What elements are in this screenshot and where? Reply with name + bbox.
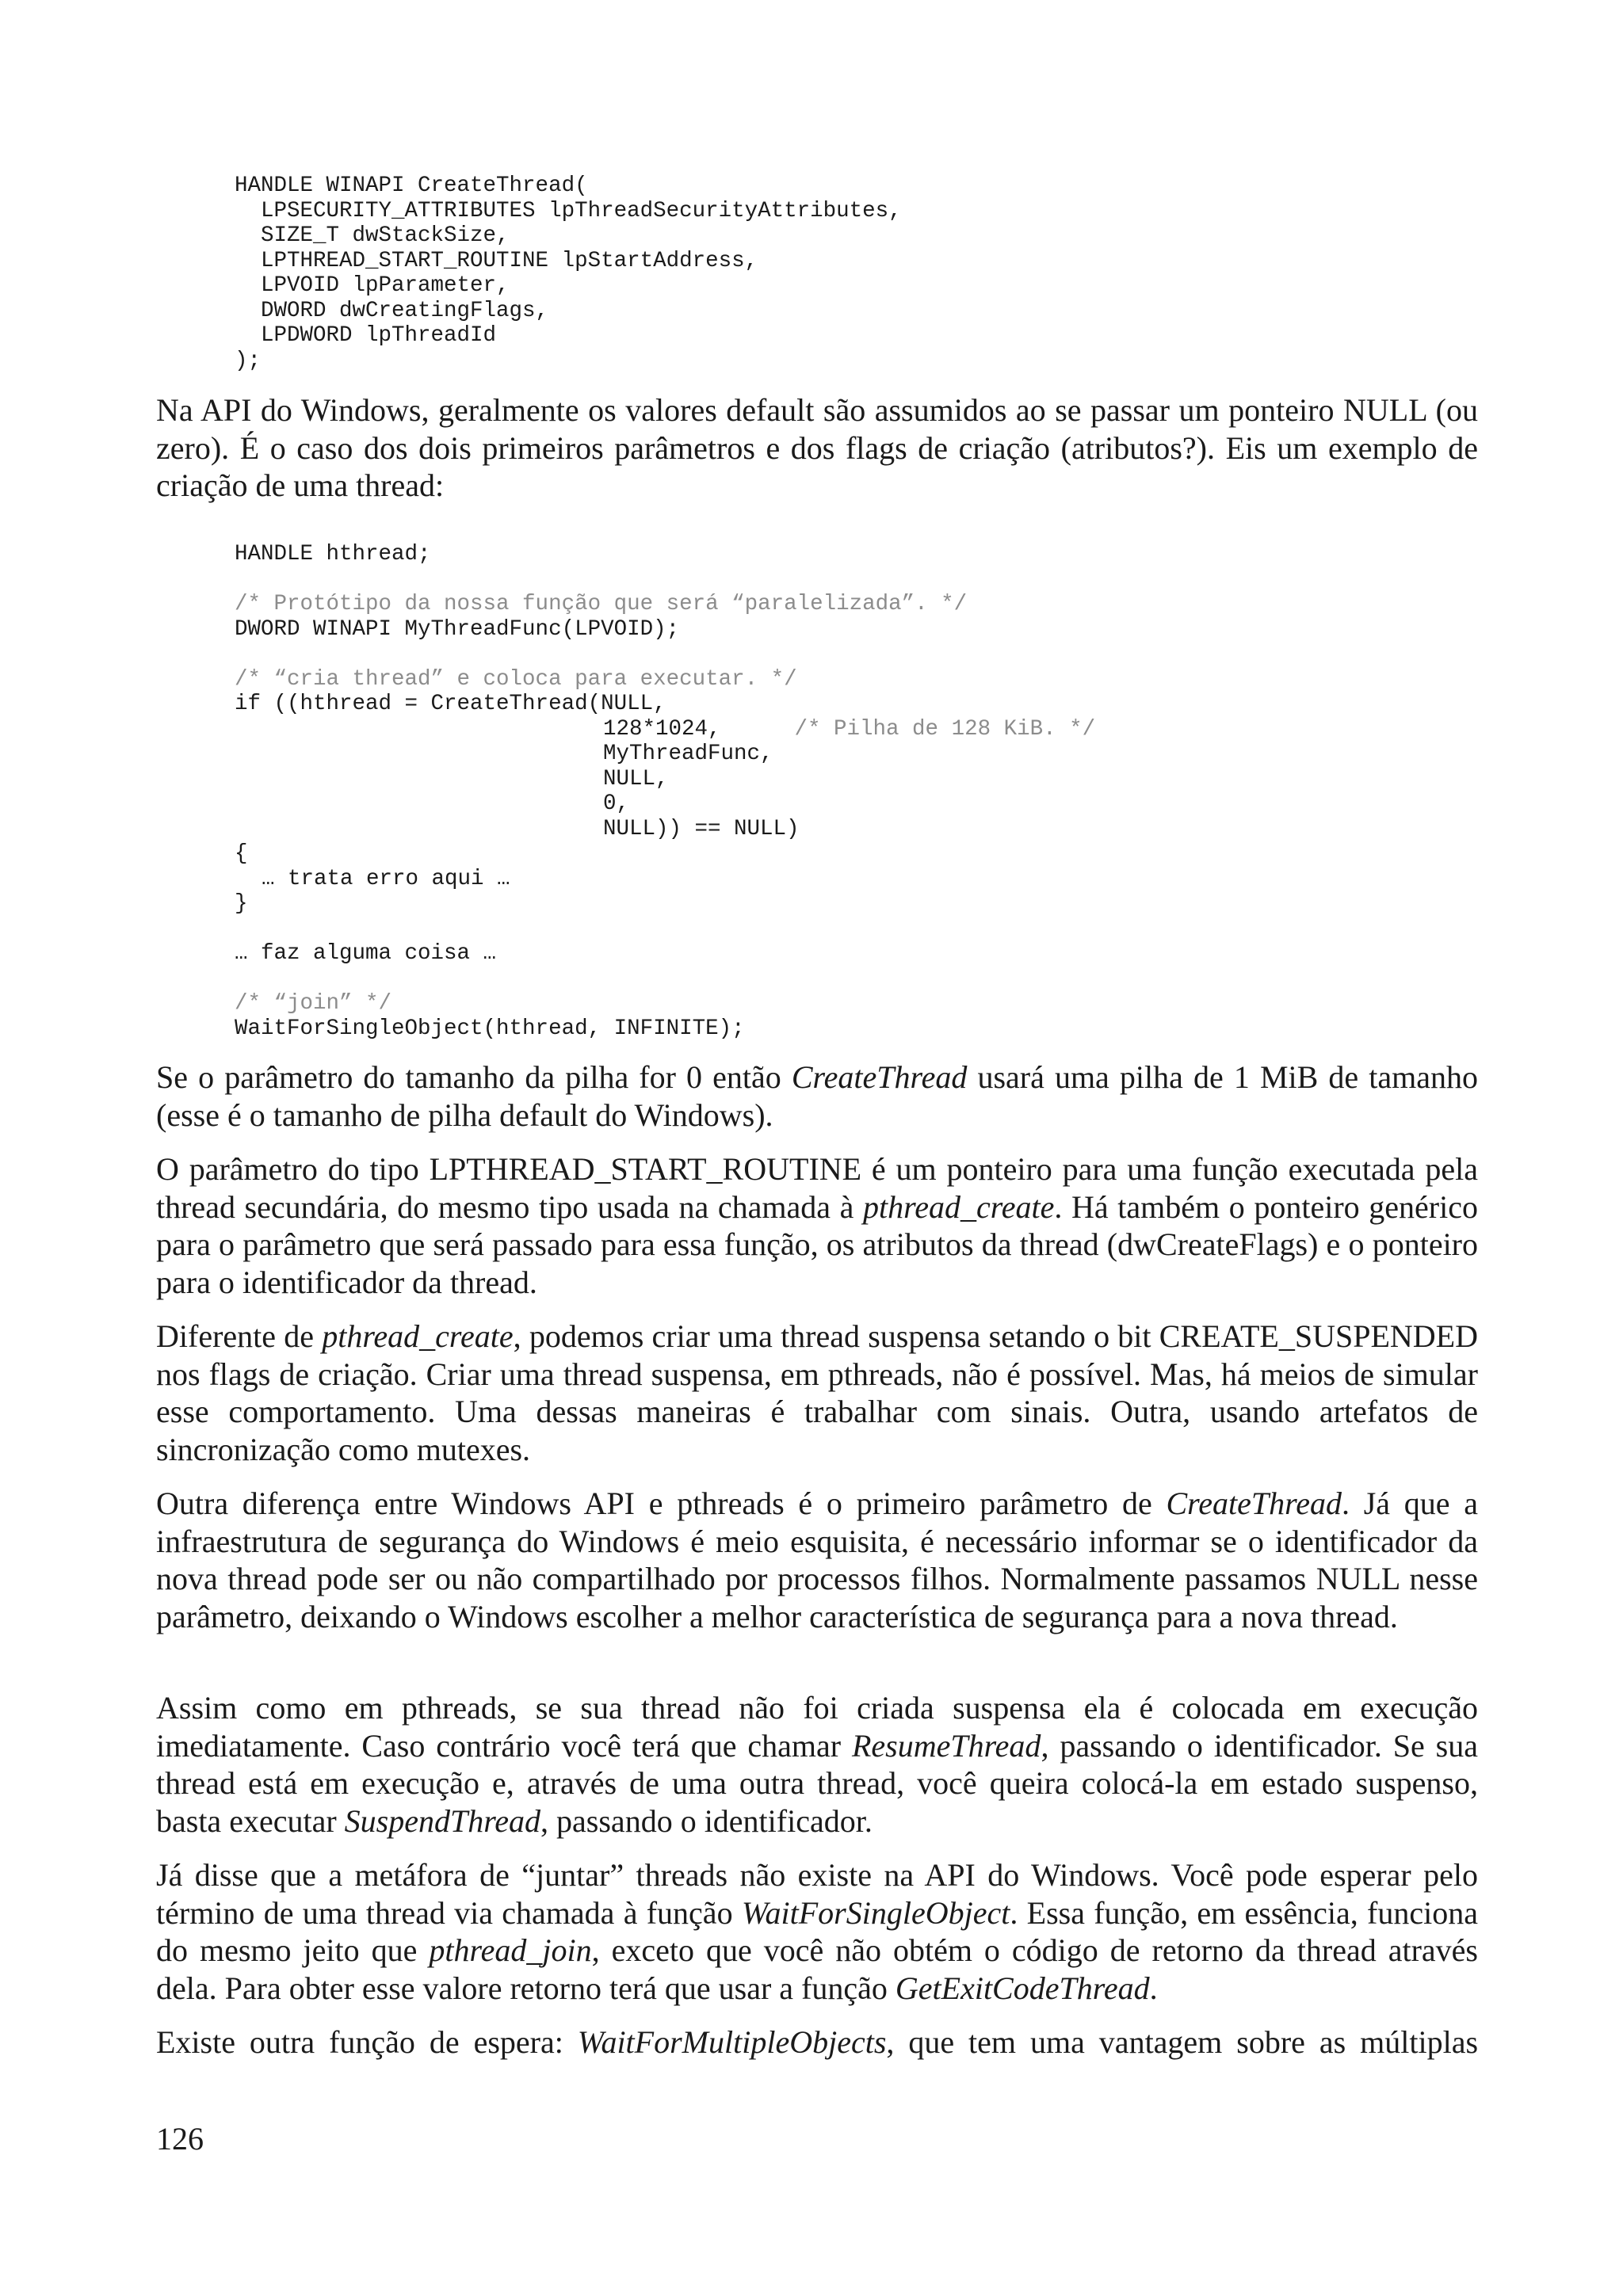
page-number: 126 xyxy=(156,2121,204,2157)
code-line: SIZE_T dwStackSize, xyxy=(235,223,510,248)
code-line: NULL, xyxy=(603,766,669,791)
paragraph-default-values: Na API do Windows, geralmente os valores default são assumidos ao se passar um ponteiro NULL (ou zero). É o caso dos dois primeiros parâmetros e dos flags de criação (atributos?). Eis um exemplo de criação de uma thread: xyxy=(156,392,1478,503)
code-line: } xyxy=(235,891,248,916)
code-line: WaitForSingleObject(hthread, INFINITE); xyxy=(235,1016,745,1041)
paragraph-wait-multiple-objects: Existe outra função de espera: WaitForMultipleObjects, que tem uma vantagem sobre as múltiplas xyxy=(156,2024,1479,2060)
code-line: HANDLE WINAPI CreateThread( xyxy=(235,174,588,198)
code-line: NULL)) == NULL) xyxy=(603,816,800,841)
code-line: LPDWORD lpThreadId xyxy=(235,323,497,348)
code-line: if ((hthread = CreateThread(NULL, xyxy=(235,692,666,716)
code-line: … trata erro aqui … xyxy=(262,866,510,891)
code-line: 128*1024, xyxy=(603,716,721,742)
paragraph-start-routine: O parâmetro do tipo LPTHREAD_START_ROUTINE é um ponteiro para uma função executada pela thread secundária, do mesmo tipo usada na chamada à pthread_create. Há também o ponteiro genérico para o parâmetro que será passado para essa função, os atributos da thread (dwCreateFlags) e o ponteiro para o identificador da thread. xyxy=(156,1151,1478,1300)
code-line: LPTHREAD_START_ROUTINE lpStartAddress, xyxy=(235,248,758,273)
code-comment: /* Pilha de 128 KiB. */ xyxy=(794,716,1096,742)
paragraph-security-attributes: Outra diferença entre Windows API e pthreads é o primeiro parâmetro de CreateThread. Já que a infraestrutura de segurança do Windows é meio esquisita, é necessário informar se o identificador da nova thread pode ser ou não compartilhado por processos filhos. Normalmente passamos NULL nesse parâmetro, deixando o Windows escolher a melhor característica de segurança para a nova thread. xyxy=(156,1486,1479,1634)
code-line: LPSECURITY_ATTRIBUTES lpThreadSecurityAttributes, xyxy=(235,198,902,223)
code-comment: /* “join” */ xyxy=(235,991,392,1016)
code-line: { xyxy=(235,841,248,866)
paragraph-resume-suspend: Assim como em pthreads, se sua thread não foi criada suspensa ela é colocada em execução imediatamente. Caso contrário você terá que chamar ResumeThread, passando o identificador. Se sua thread está em execução e, através de uma outra thread, você queira colocá-la em estado suspenso, basta executar SuspendThread, passando o identificador. xyxy=(156,1690,1478,1839)
code-line: LPVOID lpParameter, xyxy=(235,273,510,298)
code-line: HANDLE hthread; xyxy=(235,542,431,566)
code-block-createthread-signature xyxy=(235,174,902,373)
paragraph-wait-single-object: Já disse que a metáfora de “juntar” threads não existe na API do Windows. Você pode esperar pelo término de uma thread via chamada à função WaitForSingleObject. Essa função, em essência, funciona do mesmo jeito que pthread_join, exceto que você não obtém o código de retorno da thread através dela. Para obter esse valore retorno terá que usar a função GetExitCodeThread. xyxy=(156,1857,1478,2006)
code-block-thread-example xyxy=(235,542,1095,1041)
code-comment: /* “cria thread” e coloca para executar. */ xyxy=(235,666,797,692)
code-line: MyThreadFunc, xyxy=(603,742,773,766)
code-line: 0, xyxy=(603,791,630,816)
code-line: DWORD WINAPI MyThreadFunc(LPVOID); xyxy=(235,616,680,642)
code-line: DWORD dwCreatingFlags, xyxy=(235,298,549,323)
code-comment: /* Protótipo da nossa função que será “paralelizada”. */ xyxy=(235,592,968,616)
code-line: ); xyxy=(235,348,262,373)
paragraph-stack-size: Se o parâmetro do tamanho da pilha for 0 então CreateThread usará uma pilha de 1 MiB de tamanho (esse é o tamanho de pilha default do Windows). xyxy=(156,1059,1478,1133)
paragraph-create-suspended: Diferente de pthread_create, podemos criar uma thread suspensa setando o bit CREATE_SUSPENDED nos flags de criação. Criar uma thread suspensa, em pthreads, não é possível. Mas, há meios de simular esse comportamento. Uma dessas maneiras é trabalhar com sinais. Outra, usando artefatos de sincronização como mutexes. xyxy=(156,1318,1478,1467)
code-line: … faz alguma coisa … xyxy=(235,941,497,966)
